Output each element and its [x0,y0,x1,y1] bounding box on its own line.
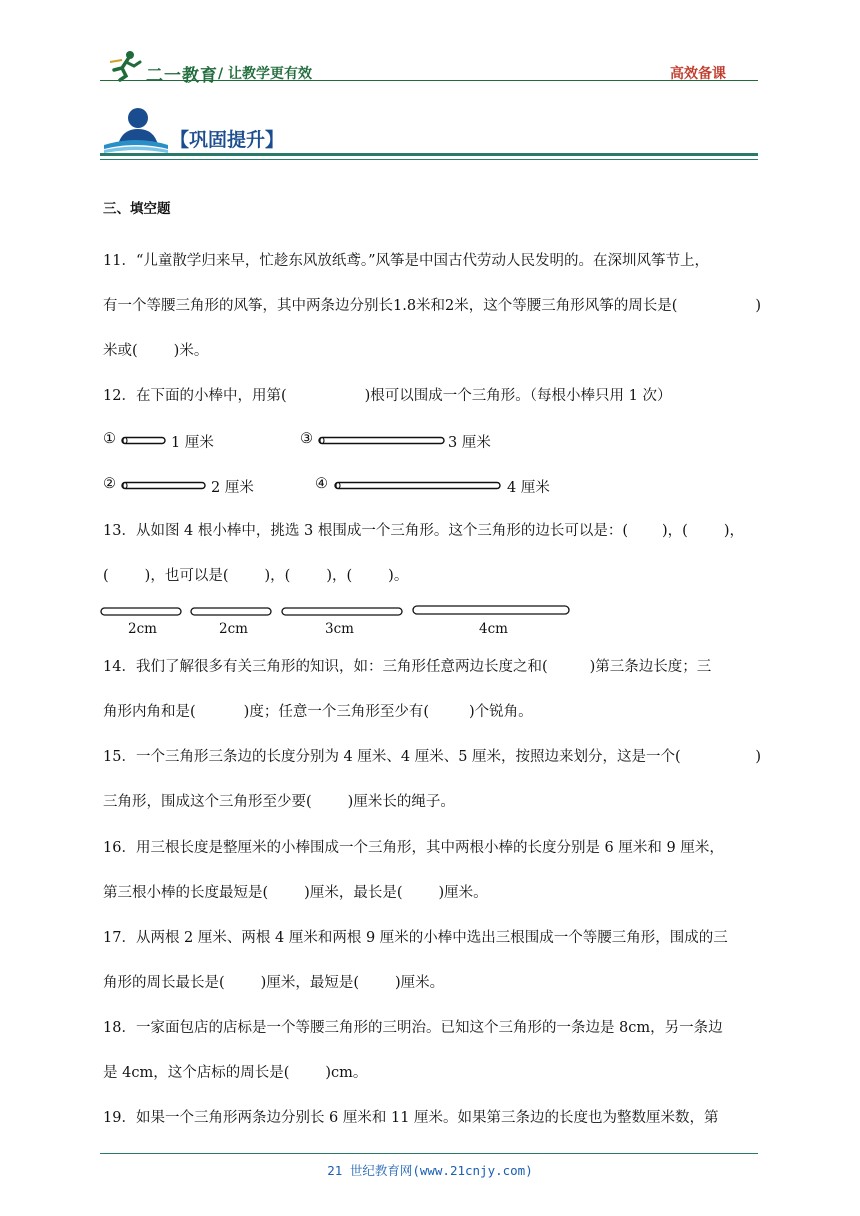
footer-rule [100,1153,758,1154]
q17-line2 [103,973,444,993]
q12-line1b: )根可以围成一个三角形。（每根小棒只用 1 次） [364,388,672,404]
q13-line2a: ( [103,568,109,584]
q13-stick-3 [282,608,402,615]
q11-line2-text: 有一个等腰三角形的风筝，其中两条边分别长1.8米和2米，这个等腰三角形风筝的周长是( [103,298,678,314]
header-right-label: 高效备课 [670,66,726,82]
q13-stick-label-2: 2cm [219,621,248,637]
q17-line1: 17．从两根 2 厘米、两根 4 厘米和两根 9 厘米的小棒中选出三根围成一个等腰三角形，围成的三 [103,930,728,946]
q11-line3 [103,341,208,361]
q12-stick1 [121,436,167,446]
q13-line2c: )，( [264,568,291,584]
q15-line1a: 15．一个三角形三条边的长度分别为 4 厘米、4 厘米、5 厘米，按照边来划分，这是一个( [103,749,681,765]
q11-line1: 11．“儿童散学归来早，忙趁东风放纸鸢。”风筝是中国古代劳动人民发明的。在深圳风筝节上， [103,253,710,269]
section-banner [0,95,860,170]
q14-line2 [103,702,533,722]
reader-book-icon [100,105,172,157]
q16-line2b: )厘米，最长是( [304,885,403,901]
q16-line2c: )厘米。 [438,885,488,901]
q12-stick3 [318,436,446,446]
q15-line2b: )厘米长的绳子。 [347,794,455,810]
q15-line2 [103,792,455,812]
q14-line1 [103,657,711,677]
q13-stick-2 [191,608,271,615]
q13-line1b: )，( [662,523,688,539]
q11-line2 [103,296,763,316]
q14-line1a: 14．我们了解很多有关三角形的知识，如：三角形任意两边长度之和( [103,659,548,675]
q18-line2a: 是 4cm，这个店标的周长是( [103,1065,290,1081]
q13-stick-1 [101,608,181,615]
q14-line2c: )个锐角。 [469,704,533,720]
q12-line1a: 12．在下面的小棒中，用第( [103,388,287,404]
q13-line2 [103,566,408,586]
q16-line1: 16．用三根长度是整厘米的小棒围成一个三角形，其中两根小棒的长度分别是 6 厘米和 9 厘米， [103,840,724,856]
q12-stick3-label: 3 厘米 [448,435,491,451]
q12-stick2-num: ② [103,476,116,492]
logo-text: 二一教育 [146,66,218,86]
section-rule-thick [100,153,758,156]
q18-line1: 18．一家面包店的店标是一个等腰三角形的三明治。已知这个三角形的一条边是 8cm，另一条边 [103,1020,723,1036]
q16-line2 [103,883,488,903]
q13-stick-label-4: 4cm [479,621,508,637]
q19-line1: 19．如果一个三角形两条边分别长 6 厘米和 11 厘米。如果第三条边的长度也为整数厘米数，第 [103,1110,719,1126]
q11-line3a: 米或( [103,343,138,359]
q16-line2a: 第三根小棒的长度最短是( [103,885,269,901]
q12-stick4-num: ④ [315,476,328,492]
q13-line1a: 13．从如图 4 根小棒中，挑选 3 根围成一个三角形。这个三角形的边长可以是：( [103,523,628,539]
q14-line1b: )第三条边长度；三 [589,659,712,675]
q12-stick4 [334,481,502,491]
q17-line2a: 角形的周长最长是( [103,975,225,991]
q13-line2d: )，( [326,568,353,584]
part-title: 三、填空题 [103,201,171,217]
q12-line1 [103,386,671,406]
q15-line2a: 三角形，围成这个三角形至少要( [103,794,312,810]
runner-logo-icon [104,50,148,82]
q14-line2a: 角形内角和是( [103,704,196,720]
footer-text: 21 世纪教育网(www.21cnjy.com) [327,1163,533,1178]
q17-line2c: )厘米。 [394,975,445,991]
q12-stick4-label: 4 厘米 [507,480,550,496]
q13-stick-4 [413,606,569,614]
q15-line1 [103,747,763,767]
q13-stick-label-1: 2cm [128,621,157,637]
q17-line2b: )厘米，最短是( [260,975,359,991]
q11-line2-end: ) [755,298,761,314]
section-title: 【巩固提升】 [170,129,285,151]
q18-line2b: )cm。 [325,1065,368,1081]
q13-stick-label-3: 3cm [325,621,354,637]
q18-line2 [103,1063,367,1083]
q14-line2b: )度；任意一个三角形至少有( [243,704,429,720]
section-rule-thin [100,159,758,160]
q13-line1 [103,521,763,541]
q13-line1c: )， [723,523,744,539]
header [0,0,860,90]
q13-line2b: )，也可以是( [144,568,229,584]
q12-stick1-num: ① [103,431,116,447]
q11-line3b: )米。 [173,343,209,359]
header-rule [100,80,758,81]
q13-line2e: )。 [388,568,409,584]
q12-stick3-num: ③ [300,431,313,447]
q15-line1b: ) [755,749,761,765]
q12-stick2-label: 2 厘米 [211,480,254,496]
header-slogan: / 让教学更有效 [218,66,312,82]
q12-stick2 [121,481,207,491]
q12-stick1-label: 1 厘米 [171,435,214,451]
